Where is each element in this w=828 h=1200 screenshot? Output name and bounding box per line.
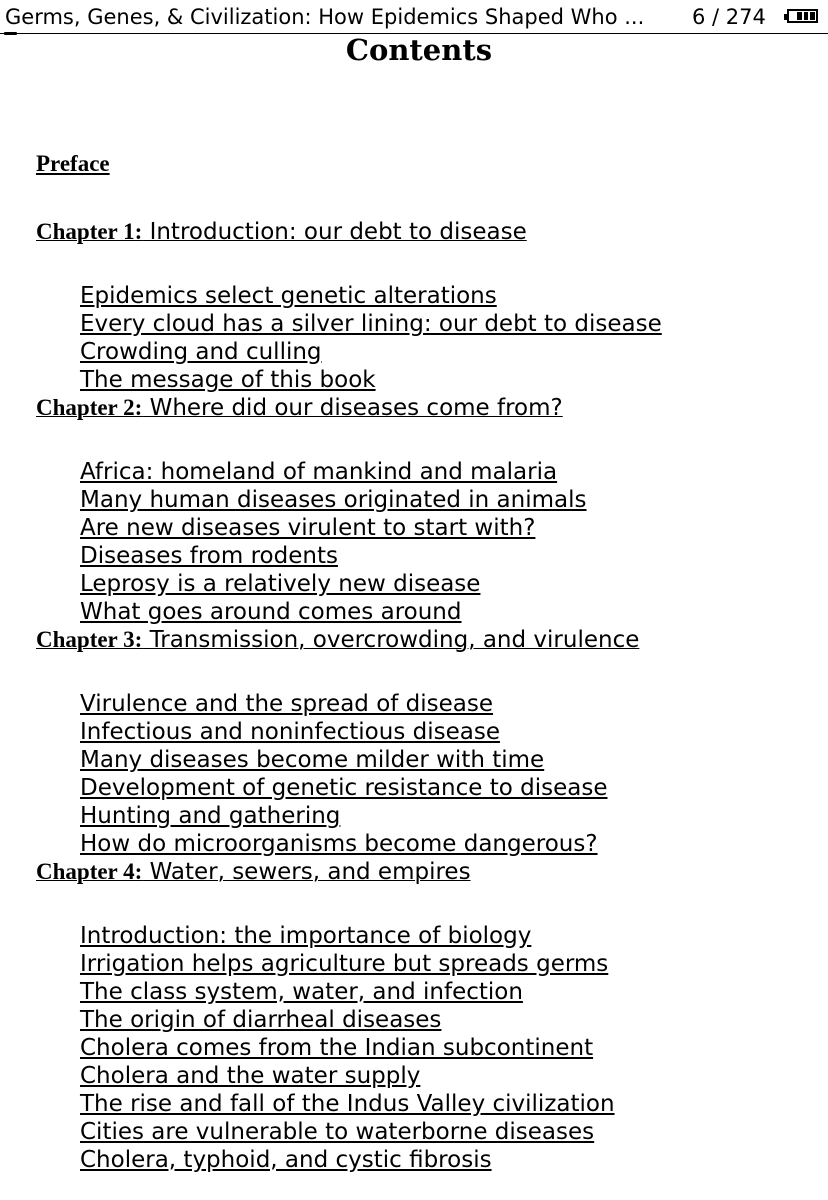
contents-heading: Contents — [345, 33, 493, 63]
chapter-title: Water, sewers, and empires — [142, 859, 471, 885]
toc-link-section[interactable]: The rise and fall of the Indus Valley civilization — [80, 1091, 615, 1117]
chapter-label: Chapter 4: — [36, 859, 143, 884]
toc-link-section[interactable]: The class system, water, and infection — [80, 979, 523, 1005]
toc-link-section[interactable]: What goes around comes around — [80, 599, 462, 625]
toc-link-section[interactable]: Cholera, typhoid, and cystic fibrosis — [80, 1147, 492, 1173]
book-title: Germs, Genes, & Civilization: How Epidemics Shaped Who ... — [5, 5, 645, 29]
toc-link-section[interactable]: Hunting and gathering — [80, 803, 341, 829]
page-title — [0, 33, 828, 63]
toc-link-section[interactable]: The origin of diarrheal diseases — [80, 1007, 442, 1033]
chapter-title: Transmission, overcrowding, and virulence — [142, 627, 640, 653]
toc-link-section[interactable]: Diseases from rodents — [80, 543, 338, 569]
toc-link-chapter-4[interactable] — [36, 858, 471, 888]
toc-link-chapter-3[interactable] — [36, 626, 639, 656]
chapter-label: Chapter 2: — [36, 395, 143, 420]
toc-link-preface[interactable]: Preface — [36, 151, 110, 176]
toc-link-section[interactable]: The message of this book — [80, 367, 376, 393]
toc-link-chapter-1[interactable] — [36, 218, 527, 248]
toc-link-section[interactable]: Irrigation helps agriculture but spreads germs — [80, 951, 609, 977]
page-indicator: 6 / 274 — [692, 5, 766, 29]
toc-link-section[interactable]: Infectious and noninfectious disease — [80, 719, 500, 745]
toc-link-section[interactable]: Leprosy is a relatively new disease — [80, 571, 481, 597]
toc-link-section[interactable]: Many human diseases originated in animals — [80, 487, 587, 513]
chapter-label: Chapter 1: — [36, 219, 143, 244]
chapter-title: Introduction: our debt to disease — [142, 219, 527, 245]
toc-link-section[interactable]: Africa: homeland of mankind and malaria — [80, 459, 558, 485]
toc-link-chapter-2[interactable] — [36, 394, 563, 424]
toc-link-section[interactable]: Cities are vulnerable to waterborne diseases — [80, 1119, 595, 1145]
toc-link-section[interactable]: Every cloud has a silver lining: our debt to disease — [80, 311, 662, 337]
toc-link-section[interactable]: Crowding and culling — [80, 339, 322, 365]
chapter-title: Where did our diseases come from? — [142, 395, 563, 421]
toc-link-section[interactable]: Cholera and the water supply — [80, 1063, 421, 1089]
toc-link-section[interactable]: Cholera comes from the Indian subcontinent — [80, 1035, 594, 1061]
toc-link-section[interactable]: Virulence and the spread of disease — [80, 691, 494, 717]
chapter-label: Chapter 3: — [36, 627, 143, 652]
toc-link-section[interactable]: Many diseases become milder with time — [80, 747, 545, 773]
toc-link-section[interactable]: Are new diseases virulent to start with? — [80, 515, 536, 541]
toc-link-section[interactable]: Development of genetic resistance to disease — [80, 775, 608, 801]
toc-link-section[interactable]: Epidemics select genetic alterations — [80, 283, 497, 309]
status-bar — [0, 0, 828, 34]
toc-link-section[interactable]: Introduction: the importance of biology — [80, 923, 532, 949]
battery-icon — [787, 9, 818, 23]
toc-link-section[interactable]: How do microorganisms become dangerous? — [80, 831, 598, 857]
